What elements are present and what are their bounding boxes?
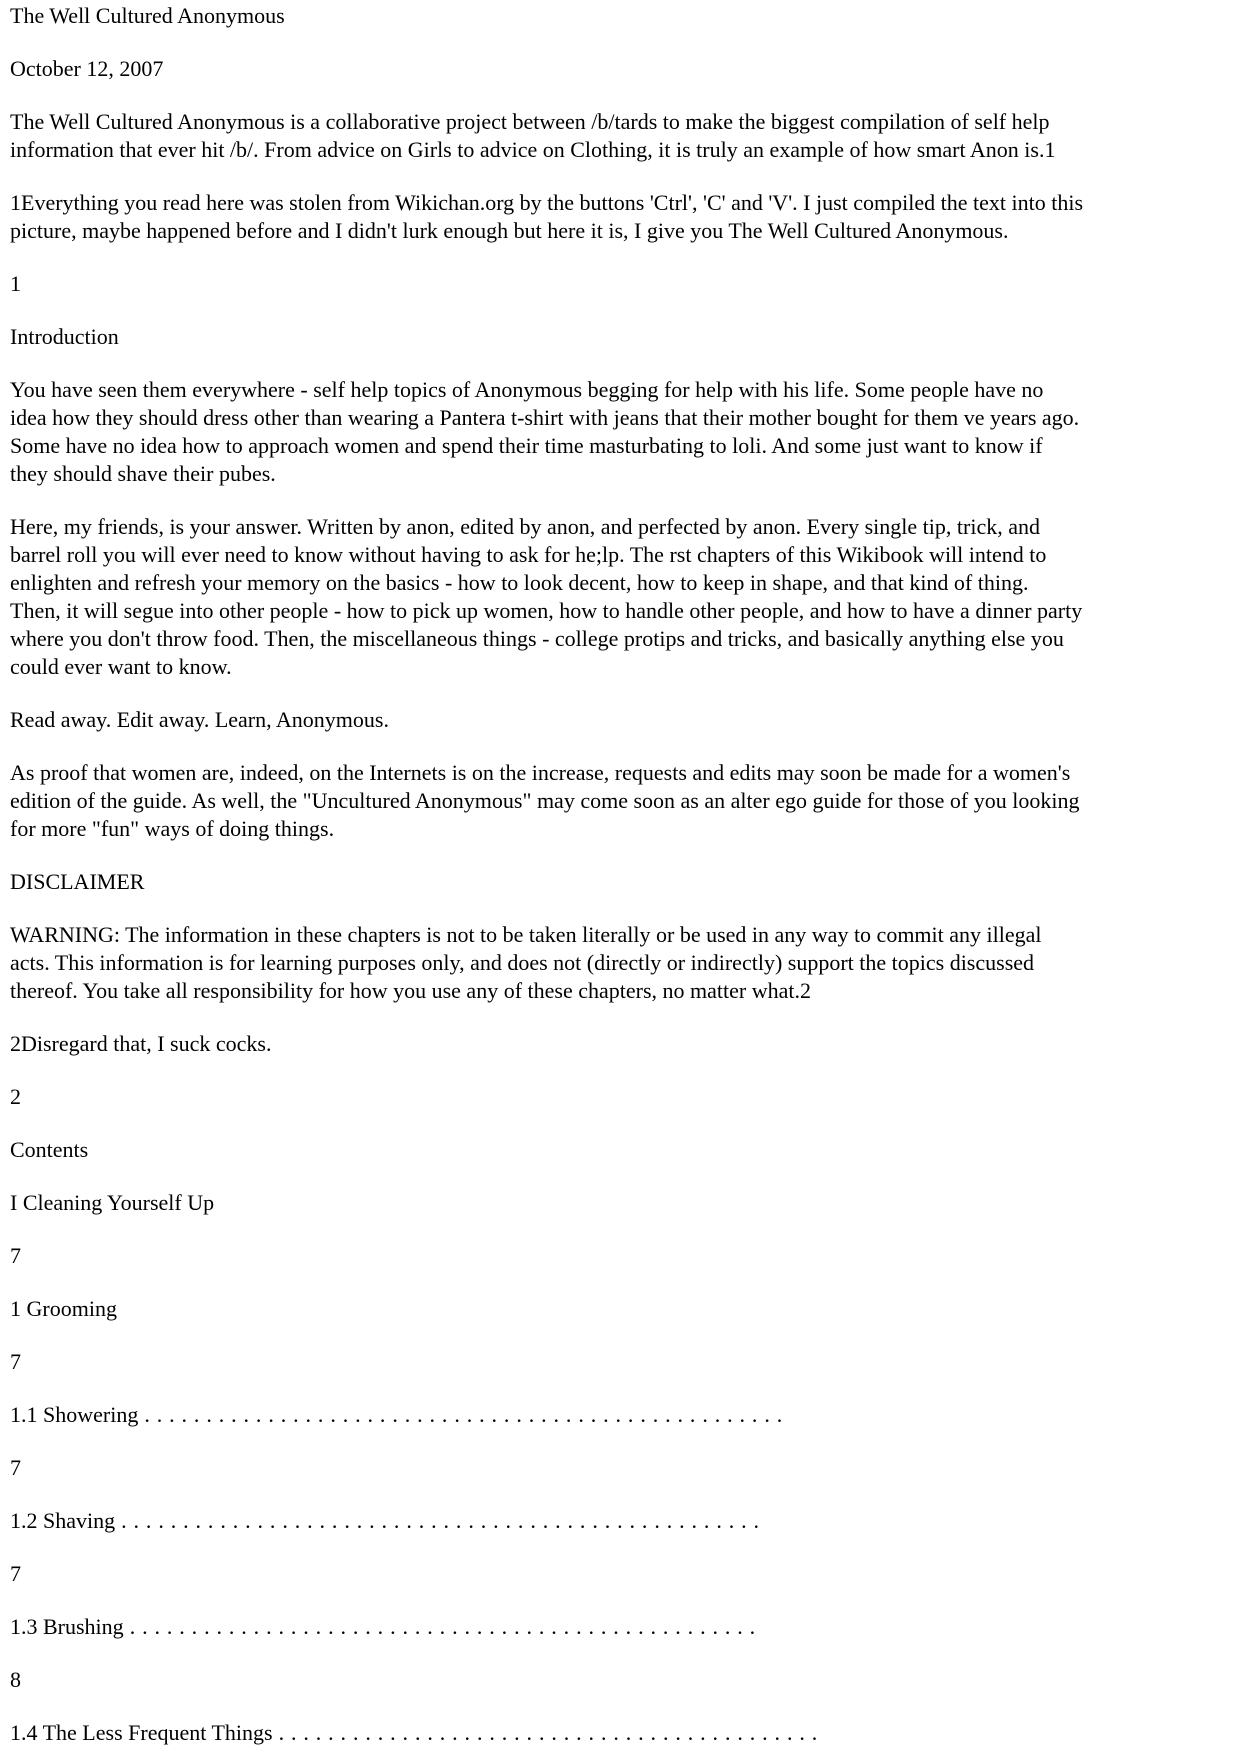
- text-line: 1 Grooming: [10, 1296, 117, 1321]
- text-line: DISCLAIMER: [10, 869, 145, 894]
- text-line: for more "fun" ways of doing things.: [10, 816, 335, 841]
- toc-entry: [10, 1507, 1230, 1535]
- text-line: could ever want to know.: [10, 654, 232, 679]
- warning-paragraph: [10, 921, 1230, 1005]
- text-line: they should shave their pubes.: [10, 461, 276, 486]
- text-line: acts. This information is for learning purposes only, and does not (directly or indirectly) support the topics discussed: [10, 950, 1035, 975]
- toc-entry-line: [10, 1401, 1230, 1429]
- text-line: where you don't throw food. Then, the miscellaneous things - college protips and tricks, and basically anything else you: [10, 626, 1064, 651]
- text-line: 8: [10, 1667, 21, 1692]
- text-line: edition of the guide. As well, the "Uncultured Anonymous" may come soon as an alter ego guide for those of you looking: [10, 788, 1080, 813]
- text-line: information that ever hit /b/. From advice on Girls to advice on Clothing, it is truly an example of how smart Anon is.1: [10, 137, 1056, 162]
- text-line: thereof. You take all responsibility for how you use any of these chapters, no matter what.2: [10, 978, 811, 1003]
- footnote-paragraph: [10, 189, 1230, 245]
- body-paragraph: [10, 376, 1230, 488]
- text-line: October 12, 2007: [10, 56, 164, 81]
- toc-dot-leader: . . . . . . . . . . . . . . . . . . . . . . . . . . . . . . . . . . . . . . . . . . . . . . . . . . . .: [121, 1508, 760, 1533]
- section-heading: [10, 323, 1230, 351]
- text-line: 2Disregard that, I suck cocks.: [10, 1031, 272, 1056]
- text-line: I Cleaning Yourself Up: [10, 1190, 215, 1215]
- toc-entry: [10, 1401, 1230, 1429]
- text-line: 1: [10, 271, 21, 296]
- text-line: idea how they should dress other than wearing a Pantera t-shirt with jeans that their mother bought for them ve years ago.: [10, 405, 1080, 430]
- toc-entry-line: [10, 1613, 1230, 1641]
- text-line: Then, it will segue into other people - how to pick up women, how to handle other people, and how to have a dinner party: [10, 598, 1083, 623]
- text-line: The Well Cultured Anonymous is a collaborative project between /b/tards to make the biggest compilation of self help: [10, 109, 1050, 134]
- text-line: 7: [10, 1455, 21, 1480]
- toc-page-number: [10, 1348, 1230, 1376]
- toc-page-number: [10, 1454, 1230, 1482]
- toc-page-number: [10, 1242, 1230, 1270]
- text-line: 7: [10, 1243, 21, 1268]
- body-paragraph: [10, 706, 1230, 734]
- page-number: [10, 270, 1230, 298]
- text-line: 1Everything you read here was stolen from Wikichan.org by the buttons 'Ctrl', 'C' and 'V'. I just compiled the text into this: [10, 190, 1084, 215]
- text-line: enlighten and refresh your memory on the basics - how to look decent, how to keep in shape, and that kind of thing.: [10, 570, 1029, 595]
- text-line: As proof that women are, indeed, on the Internets is on the increase, requests and edits may soon be made for a women's: [10, 760, 1071, 785]
- text-line: 7: [10, 1561, 21, 1586]
- text-line: Introduction: [10, 324, 119, 349]
- toc-entry-label: 1.1 Showering: [10, 1402, 139, 1427]
- toc-entry: [10, 1613, 1230, 1641]
- text-line: WARNING: The information in these chapters is not to be taken literally or be used in any way to commit any illegal: [10, 922, 1042, 947]
- disclaimer-heading: [10, 868, 1230, 896]
- footnote-paragraph: [10, 1030, 1230, 1058]
- text-line: You have seen them everywhere - self help topics of Anonymous begging for help with his life. Some people have no: [10, 377, 1044, 402]
- toc-entry-label: 1.4 The Less Frequent Things: [10, 1720, 273, 1745]
- toc-chapter-heading: [10, 1295, 1230, 1323]
- toc-entry-line: [10, 1719, 1230, 1747]
- page-number: [10, 1083, 1230, 1111]
- text-line: 7: [10, 1349, 21, 1374]
- text-line: Some have no idea how to approach women and spend their time masturbating to loli. And some just want to know if: [10, 433, 1043, 458]
- toc-dot-leader: . . . . . . . . . . . . . . . . . . . . . . . . . . . . . . . . . . . . . . . . . . . . . . . . . . . .: [144, 1402, 783, 1427]
- text-line: The Well Cultured Anonymous: [10, 3, 285, 28]
- toc-page-number: [10, 1560, 1230, 1588]
- toc-entry-label: 1.2 Shaving: [10, 1508, 116, 1533]
- text-line: Here, my friends, is your answer. Written by anon, edited by anon, and perfected by anon. Every single tip, trick, and: [10, 514, 1040, 539]
- text-line: Contents: [10, 1137, 89, 1162]
- toc-part-heading: [10, 1189, 1230, 1217]
- text-line: barrel roll you will ever need to know without having to ask for he;lp. The rst chapters of this Wikibook will intend to: [10, 542, 1047, 567]
- toc-dot-leader: . . . . . . . . . . . . . . . . . . . . . . . . . . . . . . . . . . . . . . . . . . . .: [278, 1720, 818, 1745]
- body-paragraph: [10, 759, 1230, 843]
- text-line: picture, maybe happened before and I didn't lurk enough but here it is, I give you The Well Cultured Anonymous.: [10, 218, 1009, 243]
- document-date: [10, 55, 1230, 83]
- toc-entry-line: [10, 1507, 1230, 1535]
- toc-entry: [10, 1719, 1230, 1747]
- toc-entry-label: 1.3 Brushing: [10, 1614, 124, 1639]
- body-paragraph: [10, 513, 1230, 681]
- body-paragraph: [10, 108, 1230, 164]
- contents-heading: [10, 1136, 1230, 1164]
- toc-dot-leader: . . . . . . . . . . . . . . . . . . . . . . . . . . . . . . . . . . . . . . . . . . . . . . . . . . .: [129, 1614, 756, 1639]
- text-line: 2: [10, 1084, 21, 1109]
- document-content: [10, 2, 1230, 1747]
- text-line: Read away. Edit away. Learn, Anonymous.: [10, 707, 389, 732]
- toc-page-number: [10, 1666, 1230, 1694]
- document-title: [10, 2, 1230, 30]
